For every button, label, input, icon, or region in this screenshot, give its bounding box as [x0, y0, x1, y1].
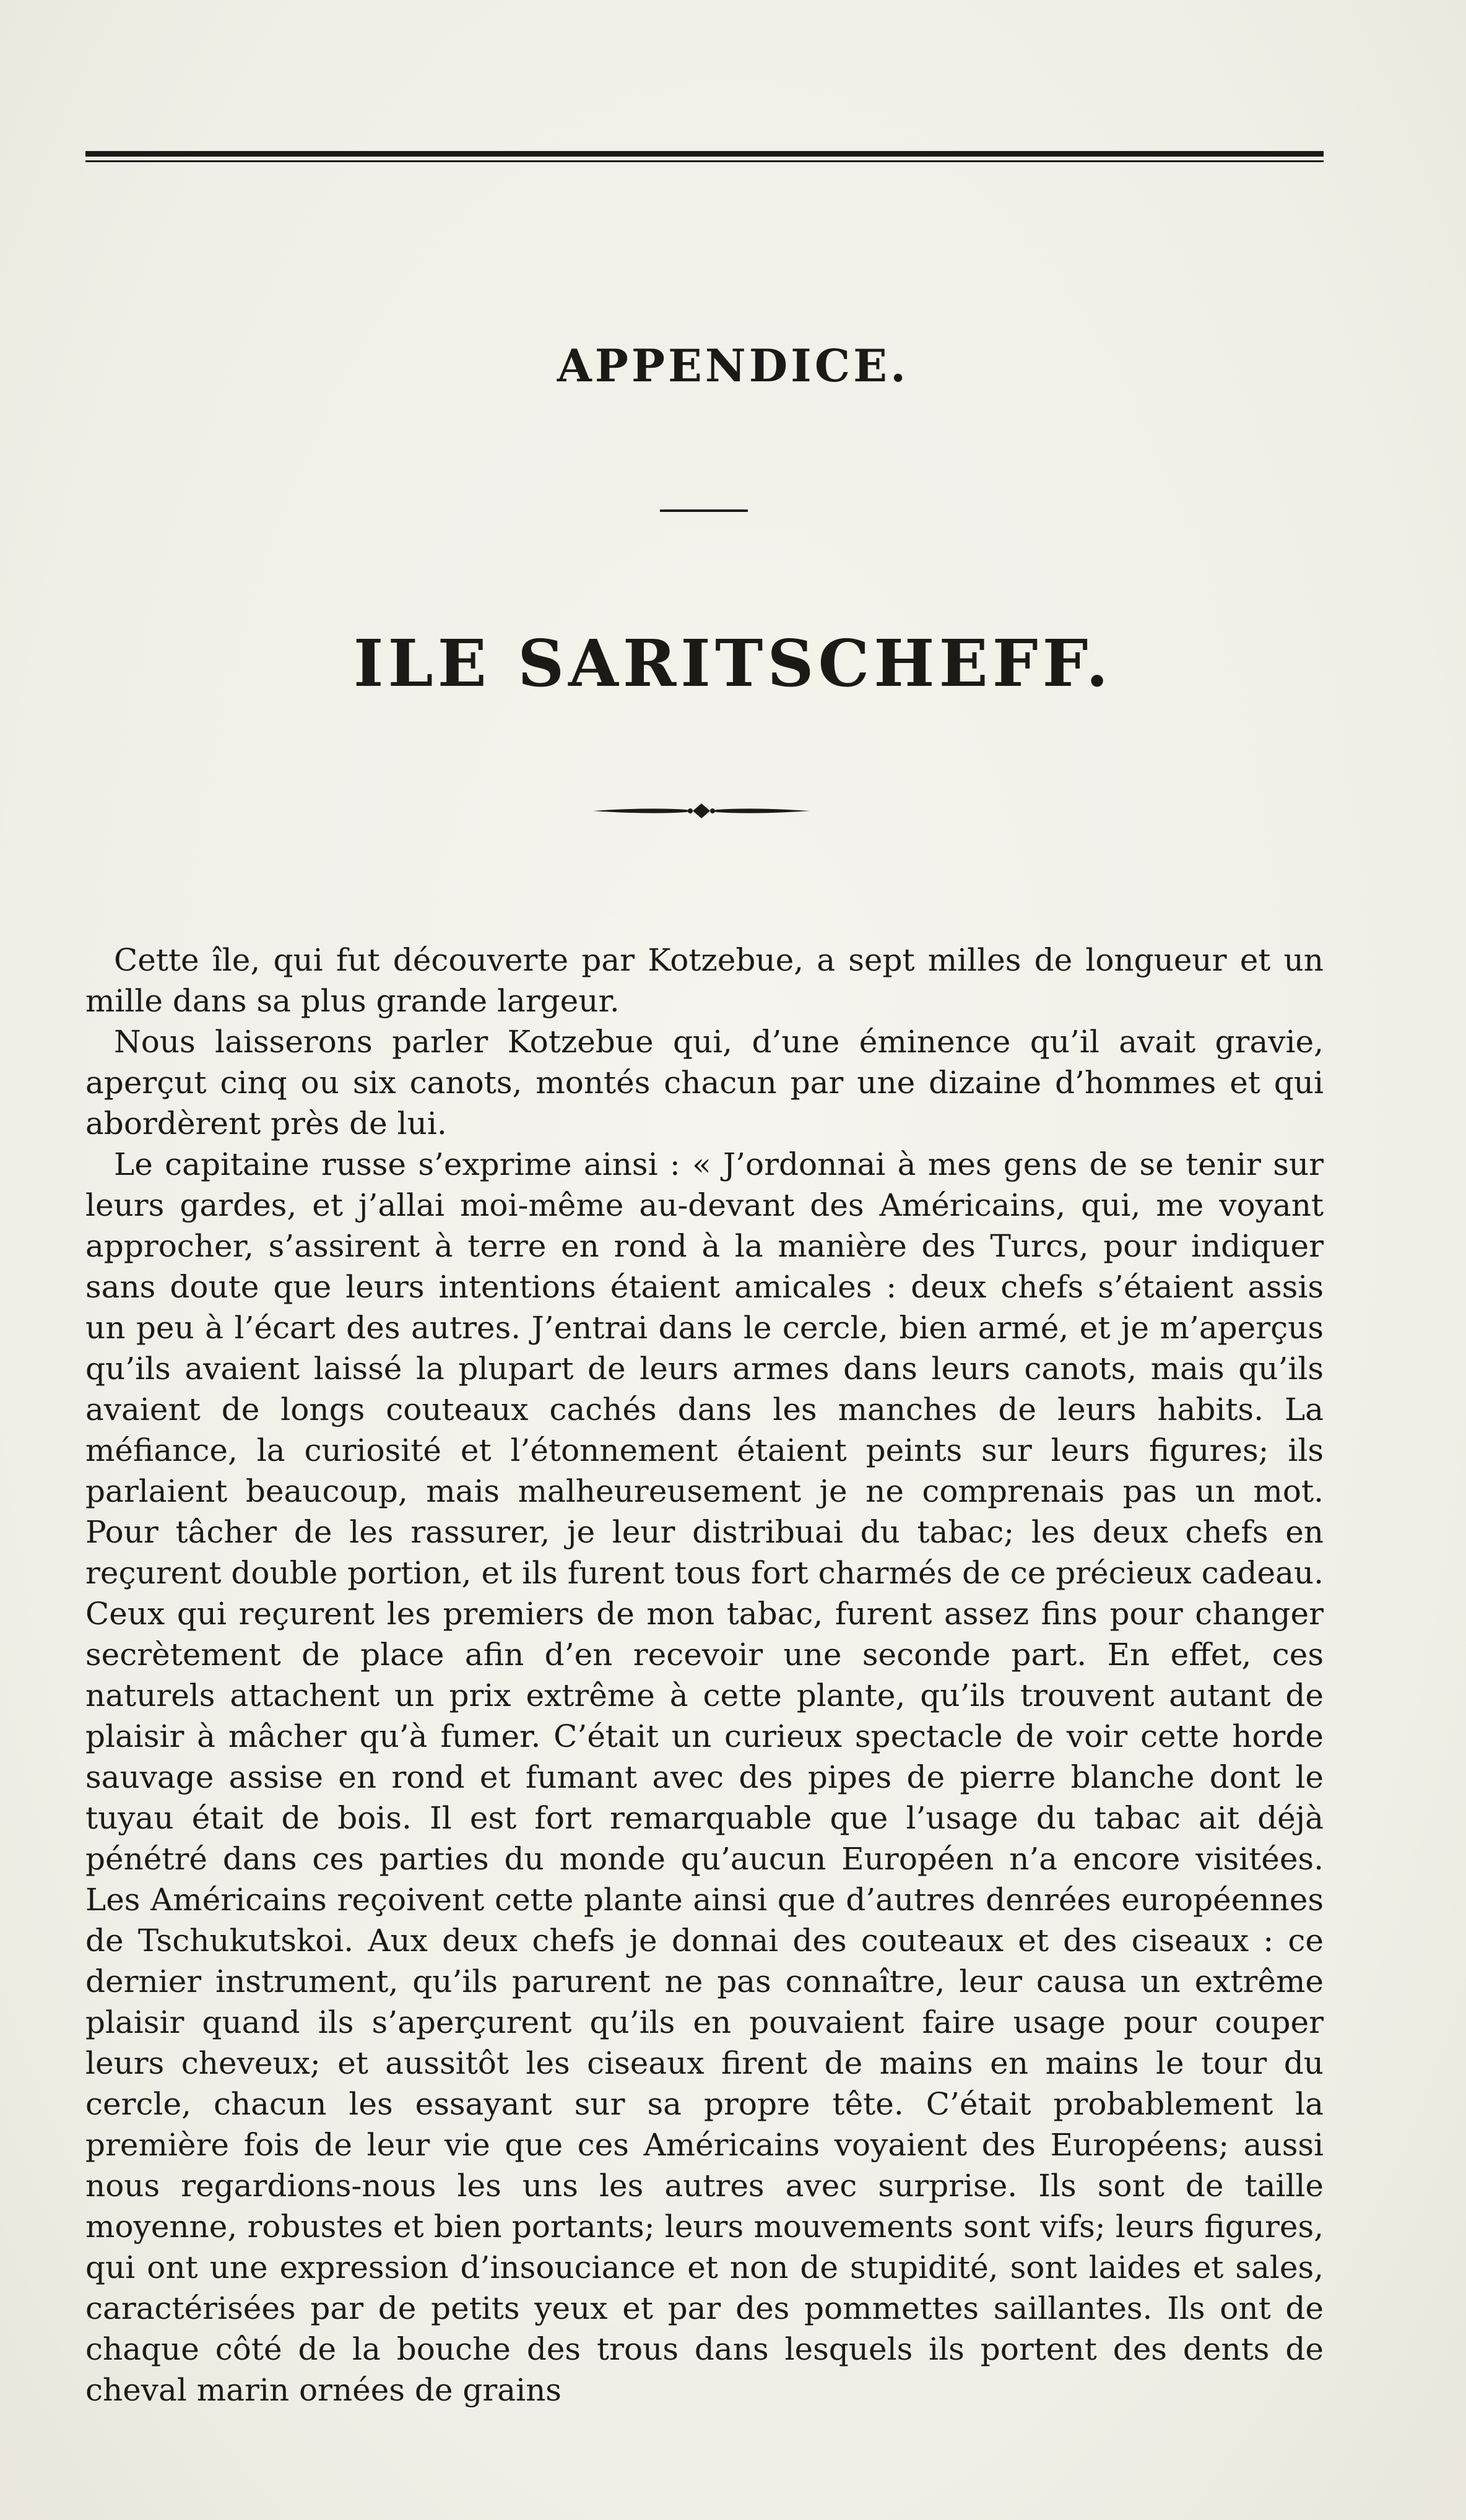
paragraph-2: Nous laisserons parler Kotzebue qui, d’une éminence qu’il avait gravie, aperçut cinq ou six canots, montés chacun par une dizaine d’hommes et qui abordèrent près de lui.: [85, 1024, 1324, 1141]
paragraph-3: Le capitaine russe s’exprime ainsi : « J’ordonnai à mes gens de se tenir sur leurs gardes, et j’allai moi-même au-devant des Américains, qui, me voyant approcher, s’assirent à terre en rond à la manière des Turcs, pour indiquer sans doute que leurs intentions étaient amicales : deux chefs s’étaient assis un peu à l’écart des autres. J’entrai dans le cercle, bien armé, et je m’aperçus qu’ils avaient laissé la plupart de leurs armes dans leurs canots, mais qu’ils avaient de longs couteaux cachés dans les manches de leurs habits. La méfiance, la curiosité et l’étonnement étaient peints sur leurs figures; ils parlaient beaucoup, mais malheureusement je ne comprenais pas un mot. Pour tâcher de les rassurer, je leur distribuai du tabac; les deux chefs en reçurent double portion, et ils furent tous fort charmés de ce précieux cadeau. Ceux qui reçurent les premiers de mon tabac, furent assez fins pour changer secrètement de place afin d’en recevoir une seconde part. En effet, ces naturels attachent un prix extrême à cette plante, qu’ils trouvent autant de plaisir à mâcher qu’à fumer. C’était un curieux spectacle de voir cette horde sauvage assise en rond et fumant avec des pipes de pierre blanche dont le tuyau était de bois. Il est fort remarquable que l’usage du tabac ait déjà pénétré dans ces parties du monde qu’aucun Européen n’a encore visitées. Les Américains reçoivent cette plante ainsi que d’autres denrées européennes de Tschukutskoi. Aux deux chefs je donnai des couteaux et des ciseaux : ce dernier instrument, qu’ils parurent ne pas connaître, leur causa un extrême plaisir quand ils s’aperçurent qu’ils en pouvaient faire usage pour couper leurs cheveux; et aussitôt les ciseaux firent de mains en mains le tour du cercle, chacun les essayant sur sa propre tête. C’était probablement la première fois de leur vie que ces Américains voyaient des Européens; aussi nous regardions-nous les uns les autres avec surprise. Ils sont de taille moyenne, robustes et bien portants; leurs mouvements sont vifs; leurs figures, qui ont une expression d’insouciance et non de stupidité, sont laides et sales, caractérisées par de petits yeux et par des pommettes saillantes. Ils ont de chaque côté de la bouche des trous dans lesquels ils portent des dents de cheval marin ornées de grains: [85, 1146, 1324, 2408]
body-text: [85, 940, 1324, 2410]
header-double-rule: [85, 151, 1324, 162]
page-title: ILE SARITSCHEFF.: [353, 625, 1113, 701]
header-rule-thin: [85, 160, 1324, 162]
appendix-heading: APPENDICE.: [557, 339, 909, 392]
separator-rule: [660, 509, 748, 512]
paragraph-1: Cette île, qui fut découverte par Kotzebue, a sept milles de longueur et un mille dans sa plus grande largeur.: [85, 942, 1324, 1019]
header-rule-thick: [85, 151, 1324, 157]
ornament-divider-icon: [593, 799, 810, 823]
